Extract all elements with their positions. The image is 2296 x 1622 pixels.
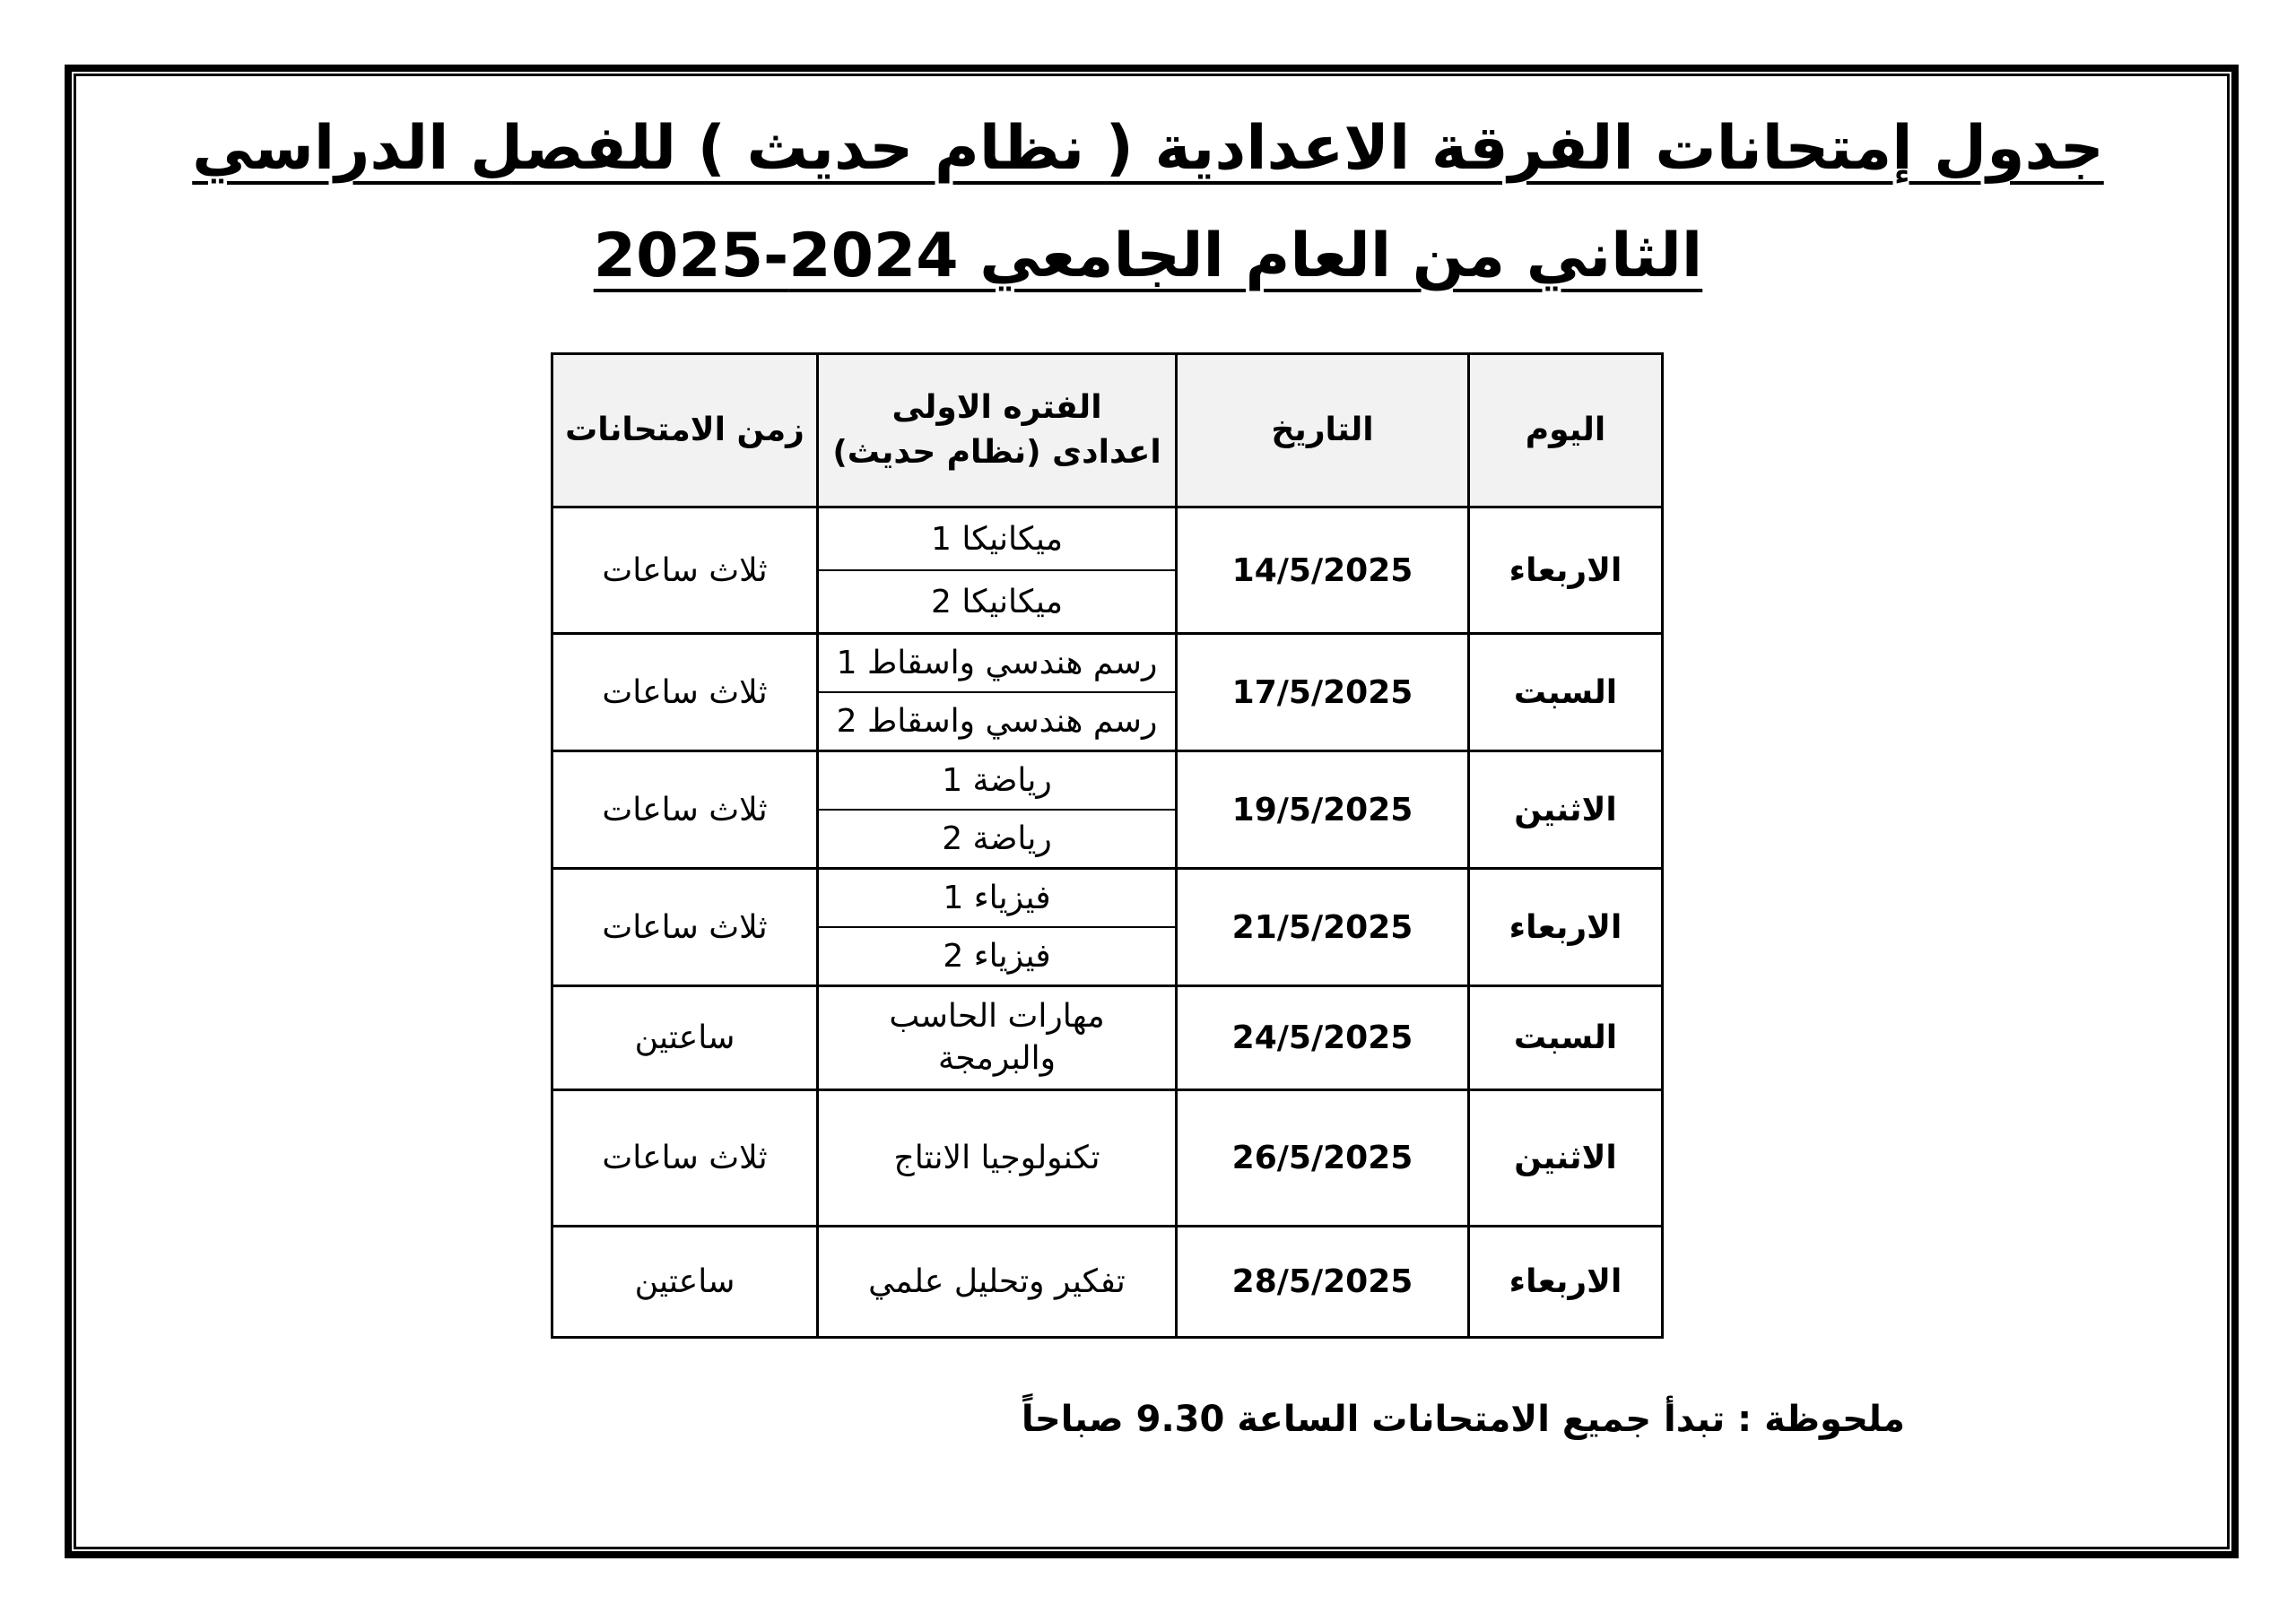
subject-cell bbox=[818, 869, 1177, 986]
date-cell: 26/5/2025 bbox=[1177, 1090, 1469, 1227]
header-period bbox=[818, 354, 1177, 507]
subject-line: فيزياء 1 bbox=[819, 870, 1175, 928]
header-day: اليوم bbox=[1469, 354, 1663, 507]
date-cell: 14/5/2025 bbox=[1177, 507, 1469, 634]
day-cell: الاربعاء bbox=[1469, 507, 1663, 634]
header-period-line-2: اعدادى (نظام حديث) bbox=[832, 434, 1161, 471]
subject-line: رياضة 1 bbox=[819, 752, 1175, 811]
subject-line: رسم هندسي واسقاط 1 bbox=[819, 635, 1175, 693]
subject-line: ميكانيكا 2 bbox=[930, 583, 1064, 620]
table-row bbox=[552, 869, 1663, 986]
table-row bbox=[552, 507, 1663, 634]
day-cell: الاثنين bbox=[1469, 751, 1663, 869]
subject-line: رسم هندسي واسقاط 2 bbox=[836, 703, 1158, 740]
page-title-line-1 bbox=[0, 113, 2296, 184]
table-row bbox=[552, 1090, 1663, 1227]
day-cell: الاربعاء bbox=[1469, 869, 1663, 986]
duration-cell: ثلاث ساعات bbox=[552, 751, 818, 869]
exam-start-time-note: ملحوظة : تبدأ جميع الامتحانات الساعة 9.30 صباحاً bbox=[1021, 1399, 1905, 1440]
subject-cell bbox=[818, 986, 1177, 1090]
day-cell: الاربعاء bbox=[1469, 1227, 1663, 1338]
subject-cell bbox=[818, 634, 1177, 751]
table-row bbox=[552, 986, 1663, 1090]
subject-cell bbox=[818, 507, 1177, 634]
date-cell: 28/5/2025 bbox=[1177, 1227, 1469, 1338]
duration-cell: ساعتين bbox=[552, 1227, 818, 1338]
page-title-line-2 bbox=[0, 221, 2296, 291]
table-row bbox=[552, 634, 1663, 751]
day-cell: الاثنين bbox=[1469, 1090, 1663, 1227]
subject-cell bbox=[818, 751, 1177, 869]
subject-cell: تكنولوجيا الانتاج bbox=[818, 1090, 1177, 1227]
date-cell: 24/5/2025 bbox=[1177, 986, 1469, 1090]
page-title-line-1-text: جدول إمتحانات الفرقة الاعدادية ( نظام حديث ) للفصل الدراسي bbox=[192, 113, 2104, 184]
header-date: التاريخ bbox=[1177, 354, 1469, 507]
subject-line: فيزياء 2 bbox=[943, 938, 1051, 975]
date-cell: 21/5/2025 bbox=[1177, 869, 1469, 986]
date-cell: 17/5/2025 bbox=[1177, 634, 1469, 751]
header-duration: زمن الامتحانات bbox=[552, 354, 818, 507]
table-row bbox=[552, 751, 1663, 869]
duration-cell: ثلاث ساعات bbox=[552, 869, 818, 986]
day-cell: السبت bbox=[1469, 634, 1663, 751]
table-row bbox=[552, 1227, 1663, 1338]
page-title-line-2-text: الثاني من العام الجامعي 2024-2025 bbox=[593, 221, 1703, 291]
table-header-row bbox=[552, 354, 1663, 507]
subject-line: ميكانيكا 1 bbox=[819, 508, 1175, 571]
exam-schedule-table bbox=[551, 352, 1664, 1339]
duration-cell: ثلاث ساعات bbox=[552, 507, 818, 634]
day-cell: السبت bbox=[1469, 986, 1663, 1090]
header-period-line-1: الفتره الاولى bbox=[891, 388, 1102, 426]
date-cell: 19/5/2025 bbox=[1177, 751, 1469, 869]
duration-cell: ثلاث ساعات bbox=[552, 1090, 818, 1227]
duration-cell: ساعتين bbox=[552, 986, 818, 1090]
duration-cell: ثلاث ساعات bbox=[552, 634, 818, 751]
subject-line: مهارات الحاسب والبرمجة bbox=[889, 997, 1105, 1077]
subject-line: رياضة 2 bbox=[942, 820, 1052, 857]
subject-cell: تفكير وتحليل علمي bbox=[818, 1227, 1177, 1338]
